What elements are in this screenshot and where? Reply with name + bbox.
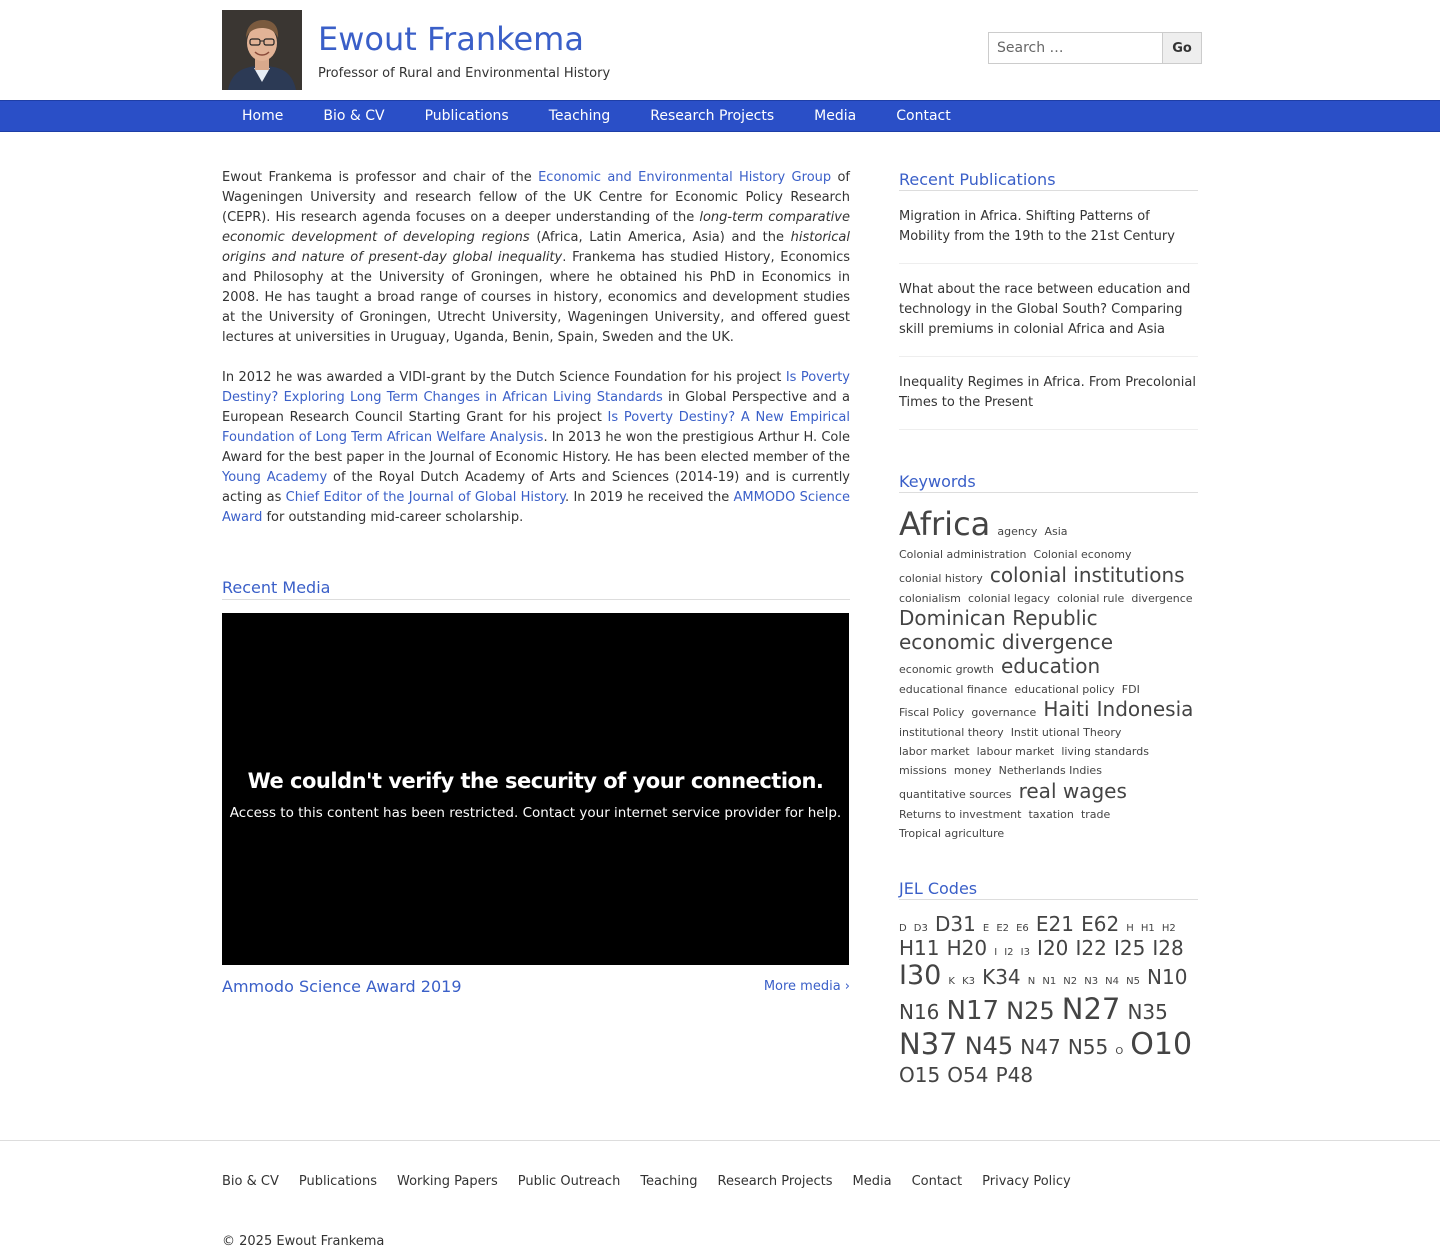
recent-publications-title: Recent Publications — [899, 170, 1198, 191]
jel-code-tag[interactable]: O54 — [947, 1063, 989, 1088]
inline-link[interactable]: Is Poverty Destiny? A New Empirical Foundation of Long Term African Welfare Analysis — [222, 410, 850, 445]
jel-code-tag[interactable]: D31 — [934, 911, 976, 936]
jel-code-tag[interactable]: I25 — [1113, 935, 1146, 960]
jel-code-tag[interactable]: H20 — [946, 935, 988, 960]
main-content — [222, 168, 850, 1005]
keyword-tag[interactable]: taxation — [1028, 807, 1074, 821]
jel-code-tag[interactable]: I20 — [1037, 935, 1069, 960]
jel-code-tag[interactable]: O — [1115, 1046, 1124, 1058]
keyword-tag[interactable]: colonial legacy — [968, 591, 1050, 605]
keyword-tag[interactable]: FDI — [1121, 682, 1140, 696]
keywords-title: Keywords — [899, 472, 1198, 493]
jel-code-tag[interactable]: N47 — [1020, 1035, 1061, 1060]
jel-code-tag[interactable]: E21 — [1035, 911, 1074, 936]
jel-code-tag[interactable]: N — [1027, 975, 1036, 987]
keyword-tag[interactable]: Fiscal Policy — [899, 705, 965, 719]
jel-code-tag[interactable]: O15 — [899, 1063, 941, 1088]
nav-item-teaching[interactable]: Teaching — [548, 108, 611, 124]
paragraph-text: . In 2019 he received the — [565, 490, 734, 505]
jel-code-tag[interactable]: N3 — [1084, 975, 1099, 987]
keyword-tag[interactable]: Colonial economy — [1033, 548, 1132, 562]
keyword-tag[interactable]: labour market — [976, 745, 1055, 759]
emphasis-text: long-term comparative economic development of developing regions — [222, 210, 850, 245]
nav-item-bio-cv[interactable]: Bio & CV — [323, 108, 385, 124]
jel-code-tag[interactable]: D3 — [913, 922, 928, 934]
jel-code-tag[interactable]: K3 — [962, 975, 975, 987]
paragraph-text: (Africa, Latin America, Asia) and the — [529, 230, 791, 245]
jel-code-tag[interactable]: E62 — [1081, 911, 1120, 936]
copyright: © 2025 Ewout Frankema — [222, 1234, 385, 1249]
keyword-tag[interactable]: educational policy — [1014, 682, 1115, 696]
jel-code-tag[interactable]: I — [994, 946, 998, 958]
keyword-tag[interactable]: living standards — [1061, 745, 1149, 759]
jel-code-tag[interactable]: N35 — [1127, 1000, 1168, 1025]
inline-link[interactable]: Young Academy — [222, 470, 328, 485]
portrait-image — [222, 10, 302, 90]
jel-code-tag[interactable]: H11 — [899, 935, 940, 960]
nav-item-media[interactable]: Media — [814, 108, 857, 124]
keyword-tag[interactable]: missions — [899, 764, 947, 778]
publication-item[interactable]: Migration in Africa. Shifting Patterns of Mobility from the 19th to the 21st Century — [899, 191, 1198, 264]
spacer — [222, 548, 850, 578]
keyword-tag[interactable]: colonial rule — [1057, 591, 1125, 605]
jel-code-tag[interactable]: I30 — [899, 959, 942, 991]
media-error-text: Access to this content has been restricted. Contact your internet service provider for help. — [229, 805, 842, 821]
jel-code-tag[interactable]: K34 — [982, 964, 1021, 989]
inline-link[interactable]: Is Poverty Destiny? Exploring Long Term Changes in African Living Standards — [222, 370, 851, 405]
jel-code-tag[interactable]: E — [982, 922, 990, 934]
jel-tag-cloud — [899, 912, 1198, 1088]
nav-item-home[interactable]: Home — [242, 108, 284, 124]
footer-link-research-projects[interactable]: Research Projects — [717, 1174, 833, 1189]
footer-link-contact[interactable]: Contact — [911, 1174, 963, 1189]
search-input[interactable] — [988, 32, 1162, 64]
spacer — [899, 841, 1198, 879]
paragraph-text: for outstanding mid-career scholarship. — [262, 510, 524, 525]
keyword-tag[interactable]: economic growth — [899, 662, 994, 676]
jel-code-tag[interactable]: N25 — [1006, 997, 1055, 1026]
keyword-tag[interactable]: economic divergence — [899, 629, 1114, 654]
paragraph-text: In 2012 he was awarded a VIDI-grant by the Dutch Science Foundation for his project — [222, 370, 786, 385]
more-media-link[interactable]: More media › — [763, 979, 850, 994]
jel-code-tag[interactable]: H2 — [1161, 922, 1176, 934]
media-embed[interactable] — [222, 613, 849, 965]
jel-code-tag[interactable]: N17 — [946, 996, 1000, 1027]
jel-code-tag[interactable]: D — [899, 922, 907, 934]
footer-link-working-papers[interactable]: Working Papers — [396, 1174, 498, 1189]
inline-link[interactable]: AMMODO Science Award — [222, 490, 851, 525]
jel-code-tag[interactable]: N16 — [899, 1000, 940, 1025]
publication-item[interactable]: Inequality Regimes in Africa. From Precolonial Times to the Present — [899, 357, 1198, 430]
jel-code-tag[interactable]: H — [1126, 922, 1134, 934]
keyword-tag[interactable]: Instit utional Theory — [1010, 725, 1122, 739]
media-error-title: We couldn't verify the security of your connection. — [247, 769, 824, 793]
site-description: Professor of Rural and Environmental History — [318, 66, 611, 81]
intro-paragraph-2 — [222, 368, 850, 528]
search-form — [988, 32, 1202, 64]
footer-link-bio-cv[interactable]: Bio & CV — [222, 1174, 279, 1189]
jel-codes-title: JEL Codes — [899, 879, 1198, 900]
jel-code-tag[interactable]: N45 — [964, 1032, 1014, 1061]
footer-link-media[interactable]: Media — [852, 1174, 892, 1189]
paragraph-text: . Frankema has studied History, Economics and Philosophy at the University of Groningen, where he obtained his PhD in Economics in 2008. He has taught a broad range of courses in history, economics and development studies at the University of Groningen, Utrecht University, Wageningen University, and offered guest lectures at universities in Uruguay, Uganda, Benin, Spain, Sweden and the UK. — [222, 250, 851, 345]
footer-navigation — [222, 1174, 1091, 1189]
keyword-tag[interactable]: money — [953, 764, 992, 778]
keyword-tag[interactable]: institutional theory — [899, 725, 1004, 739]
keyword-tag[interactable]: real wages — [1018, 778, 1127, 803]
footer-link-public-outreach[interactable]: Public Outreach — [517, 1174, 621, 1189]
jel-code-tag[interactable]: N4 — [1105, 975, 1119, 987]
paragraph-text: Ewout Frankema is professor and chair of the — [222, 170, 539, 185]
jel-code-tag[interactable]: H1 — [1140, 922, 1155, 934]
footer-link-teaching[interactable]: Teaching — [640, 1174, 698, 1189]
keyword-tag[interactable]: education — [1000, 653, 1101, 678]
footer-link-privacy-policy[interactable]: Privacy Policy — [982, 1174, 1071, 1189]
keyword-tag[interactable]: Asia — [1044, 525, 1068, 538]
footer-divider — [0, 1140, 1440, 1141]
jel-code-tag[interactable]: E6 — [1016, 922, 1029, 934]
sidebar — [899, 170, 1198, 1087]
keyword-tag[interactable]: quantitative sources — [899, 787, 1012, 801]
search-button[interactable]: Go — [1162, 32, 1202, 64]
jel-code-tag[interactable]: N10 — [1147, 964, 1188, 989]
keyword-tag[interactable]: Netherlands Indies — [998, 764, 1102, 778]
keyword-tag[interactable]: Tropical agriculture — [899, 826, 1005, 840]
keyword-tag[interactable]: colonial institutions — [989, 562, 1185, 587]
site-title[interactable]: Ewout Frankema — [318, 20, 584, 58]
keyword-tag[interactable]: colonial history — [899, 571, 983, 585]
spacer — [899, 430, 1198, 472]
nav-item-contact[interactable]: Contact — [896, 108, 951, 124]
keyword-tag[interactable]: Haiti — [1043, 696, 1090, 721]
jel-code-tag[interactable]: N55 — [1067, 1035, 1109, 1060]
emphasis-text: historical origins and nature of present-day global inequality — [222, 230, 850, 265]
media-footer — [222, 965, 850, 1005]
main-navigation — [0, 100, 1440, 132]
jel-code-tag[interactable]: N27 — [1061, 992, 1121, 1027]
nav-item-publications[interactable]: Publications — [424, 108, 509, 124]
footer-link-publications[interactable]: Publications — [298, 1174, 377, 1189]
jel-code-tag[interactable]: I28 — [1152, 935, 1184, 960]
jel-code-tag[interactable]: K — [948, 975, 955, 987]
jel-code-tag[interactable]: I22 — [1075, 935, 1107, 960]
keyword-tag[interactable]: divergence — [1131, 591, 1193, 605]
keyword-tag[interactable]: agency — [997, 525, 1038, 538]
nav-item-research-projects[interactable]: Research Projects — [650, 108, 775, 124]
keyword-tag[interactable]: governance — [971, 705, 1037, 719]
intro-paragraph-1 — [222, 168, 850, 348]
paragraph-text: in Global Perspective and a European Research Council Starting Grant for his project — [222, 390, 850, 425]
jel-code-tag[interactable]: N1 — [1042, 975, 1057, 987]
site-header — [0, 0, 1440, 100]
jel-code-tag[interactable]: O10 — [1130, 1027, 1193, 1063]
recent-publications-list — [899, 191, 1198, 430]
jel-code-tag[interactable]: I3 — [1020, 946, 1030, 958]
keyword-tag[interactable]: trade — [1080, 807, 1111, 821]
jel-code-tag[interactable]: P48 — [995, 1063, 1034, 1088]
keyword-tag[interactable]: Returns to investment — [899, 807, 1022, 821]
keyword-tag[interactable]: Africa — [899, 505, 991, 543]
recent-media-title: Recent Media — [222, 578, 850, 600]
paragraph-text: . In 2013 he won the prestigious Arthur H. Cole Award for the best paper in the Journal of Economic History. He has been elected member of the — [222, 430, 850, 465]
publication-item[interactable]: What about the race between education and technology in the Global South? Comparing skill premiums in colonial Africa and Asia — [899, 264, 1198, 357]
keyword-tag[interactable]: colonialism — [899, 591, 961, 605]
paragraph-text: of Wageningen University and research fellow of the UK Centre for Economic Policy Research (CEPR). His research agenda focuses on a deeper understanding of the — [222, 170, 850, 225]
keyword-tag[interactable]: Colonial administration — [899, 548, 1027, 562]
media-caption-link[interactable]: Ammodo Science Award 2019 — [222, 977, 462, 996]
jel-code-tag[interactable]: I2 — [1004, 946, 1014, 958]
keyword-tag[interactable]: Dominican Republic — [899, 605, 1098, 630]
avatar[interactable] — [222, 10, 302, 90]
jel-code-tag[interactable]: N5 — [1126, 975, 1140, 987]
jel-code-tag[interactable]: E2 — [996, 922, 1010, 934]
keyword-tag[interactable]: Indonesia — [1096, 696, 1194, 721]
paragraph-text: of the Royal Dutch Academy of Arts and Sciences (2014-19) and is currently acting as — [222, 470, 850, 505]
inline-link[interactable]: Economic and Environmental History Group — [538, 170, 832, 185]
keyword-tag-cloud — [899, 505, 1198, 841]
jel-code-tag[interactable]: N2 — [1063, 975, 1078, 987]
jel-code-tag[interactable]: N37 — [899, 1027, 958, 1062]
keyword-tag[interactable]: educational finance — [899, 682, 1008, 696]
inline-link[interactable]: Chief Editor of the Journal of Global History — [285, 490, 566, 505]
keyword-tag[interactable]: labor market — [899, 745, 970, 759]
